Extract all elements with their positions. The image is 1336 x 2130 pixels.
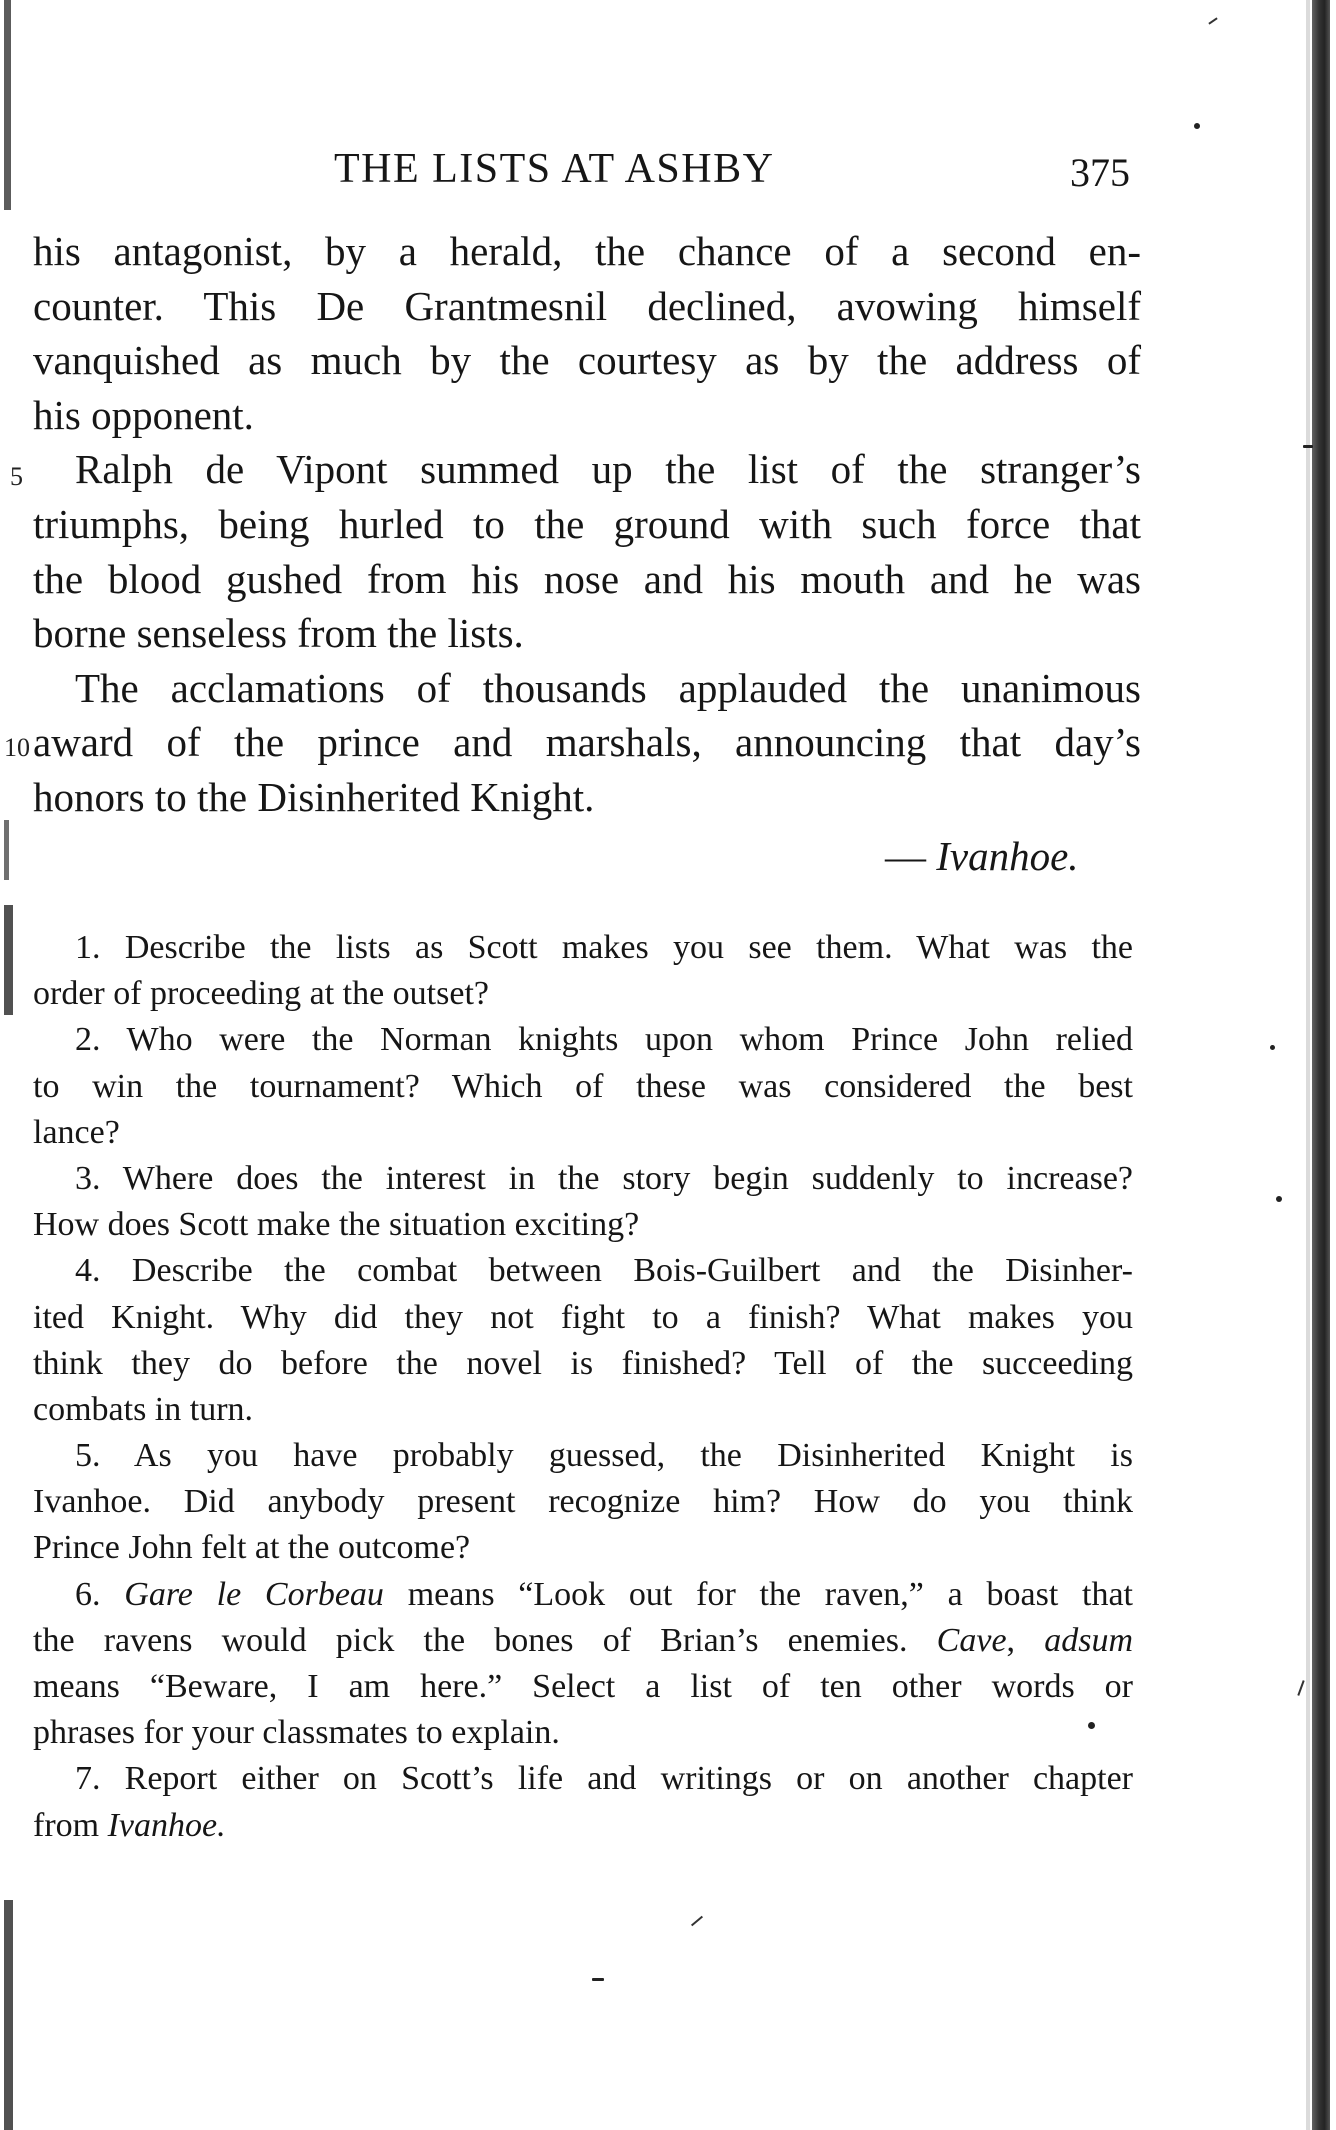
italic-phrase: Cave [936,1621,1007,1659]
page-edge-highlight [1306,0,1310,2130]
italic-phrase: Ivanhoe. [107,1806,226,1844]
prose-line: counter. This De Grantmesnil declined, avowing himself [33,282,1141,329]
prose-line: borne senseless from the lists. [33,610,524,657]
question-line: 7. Report either on Scott’s life and writings or on another chapter [75,1760,1133,1798]
attribution-title: Ivanhoe. [936,833,1079,879]
prose-line: triumphs, being hurled to the ground with such force that [33,500,1141,547]
question-text: from [33,1806,108,1844]
question-text: means “Look out for the raven,” a boast that [383,1575,1134,1613]
line-number: 5 [10,462,23,491]
question-line: 2. Who were the Norman knights upon whom Prince John relied [75,1021,1133,1059]
attribution-dash: — [885,833,937,879]
scan-mark [1208,17,1217,24]
question-line: 5. As you have probably guessed, the Disinherited Knight is [75,1437,1133,1475]
running-title: THE LISTS AT ASHBY [334,146,775,192]
line-number: 10 [4,733,30,762]
study-questions [33,925,1133,1849]
prose-line: honors to the Disinherited Knight. [33,773,595,820]
prose-line: vanquished as much by the courtesy as by the address of [33,337,1141,384]
question-line: think they do before the novel is finished? Tell of the succeeding [33,1344,1133,1382]
prose-line: his opponent. [33,391,254,438]
prose-line: The acclamations of thousands applauded the unanimous [75,664,1141,711]
question-line: order of proceeding at the outset? [33,975,489,1013]
question-line: ited Knight. Why did they not fight to a finish? What makes you [33,1298,1133,1336]
question-line: phrases for your classmates to explain. [33,1714,560,1752]
question-number: 6. [75,1575,125,1613]
question-line: to win the tournament? Which of these was considered the best [33,1067,1133,1105]
question-line: lance? [33,1113,120,1151]
question-line: Prince John felt at the outcome? [33,1529,471,1567]
scan-speck [592,1978,604,1981]
question-text: the ravens would pick the bones of Brian’s enemies. [33,1621,937,1659]
question-line: means “Beware, I am here.” Select a list of ten other words or [33,1668,1133,1705]
scan-speck [1276,1196,1282,1202]
prose-line: his antagonist, by a herald, the chance of a second en- [33,228,1141,274]
question-line: Ivanhoe. Did anybody present recognize him? How do you think [33,1483,1133,1521]
question-line [33,1572,1133,1618]
page-number: 375 [1070,150,1130,195]
prose-passage [33,224,1141,825]
prose-line: Ralph de Vipont summed up the list of the stranger’s [75,446,1141,493]
running-head [0,145,1336,205]
question-line [33,1618,1133,1664]
italic-phrase: adsum [1044,1621,1134,1659]
left-edge-mark [4,820,9,880]
left-edge-mark [4,1900,13,2130]
italic-phrase: Gare le Corbeau [124,1575,384,1613]
scan-speck [1194,123,1200,129]
prose-line: the blood gushed from his nose and his mouth and he was [33,555,1141,602]
question-line: 3. Where does the interest in the story begin suddenly to increase? [75,1159,1133,1197]
question-line [33,1803,1133,1849]
scan-speck [1270,1045,1275,1050]
question-line: 4. Describe the combat between Bois-Guilbert and the Disinher- [75,1252,1133,1290]
left-edge-mark [4,905,13,1015]
page-edge-shadow [1312,0,1330,2130]
question-line: combats in turn. [33,1390,254,1428]
scan-mark [1297,1680,1304,1696]
question-text: , [1006,1621,1045,1659]
prose-line: award of the prince and marshals, announcing that day’s [33,719,1141,766]
scan-mark [691,1916,703,1927]
scan-speck [1303,445,1313,448]
question-line: How does Scott make the situation exciting? [33,1206,640,1244]
attribution [885,832,1079,880]
question-line: 1. Describe the lists as Scott makes you see them. What was the [75,929,1133,966]
